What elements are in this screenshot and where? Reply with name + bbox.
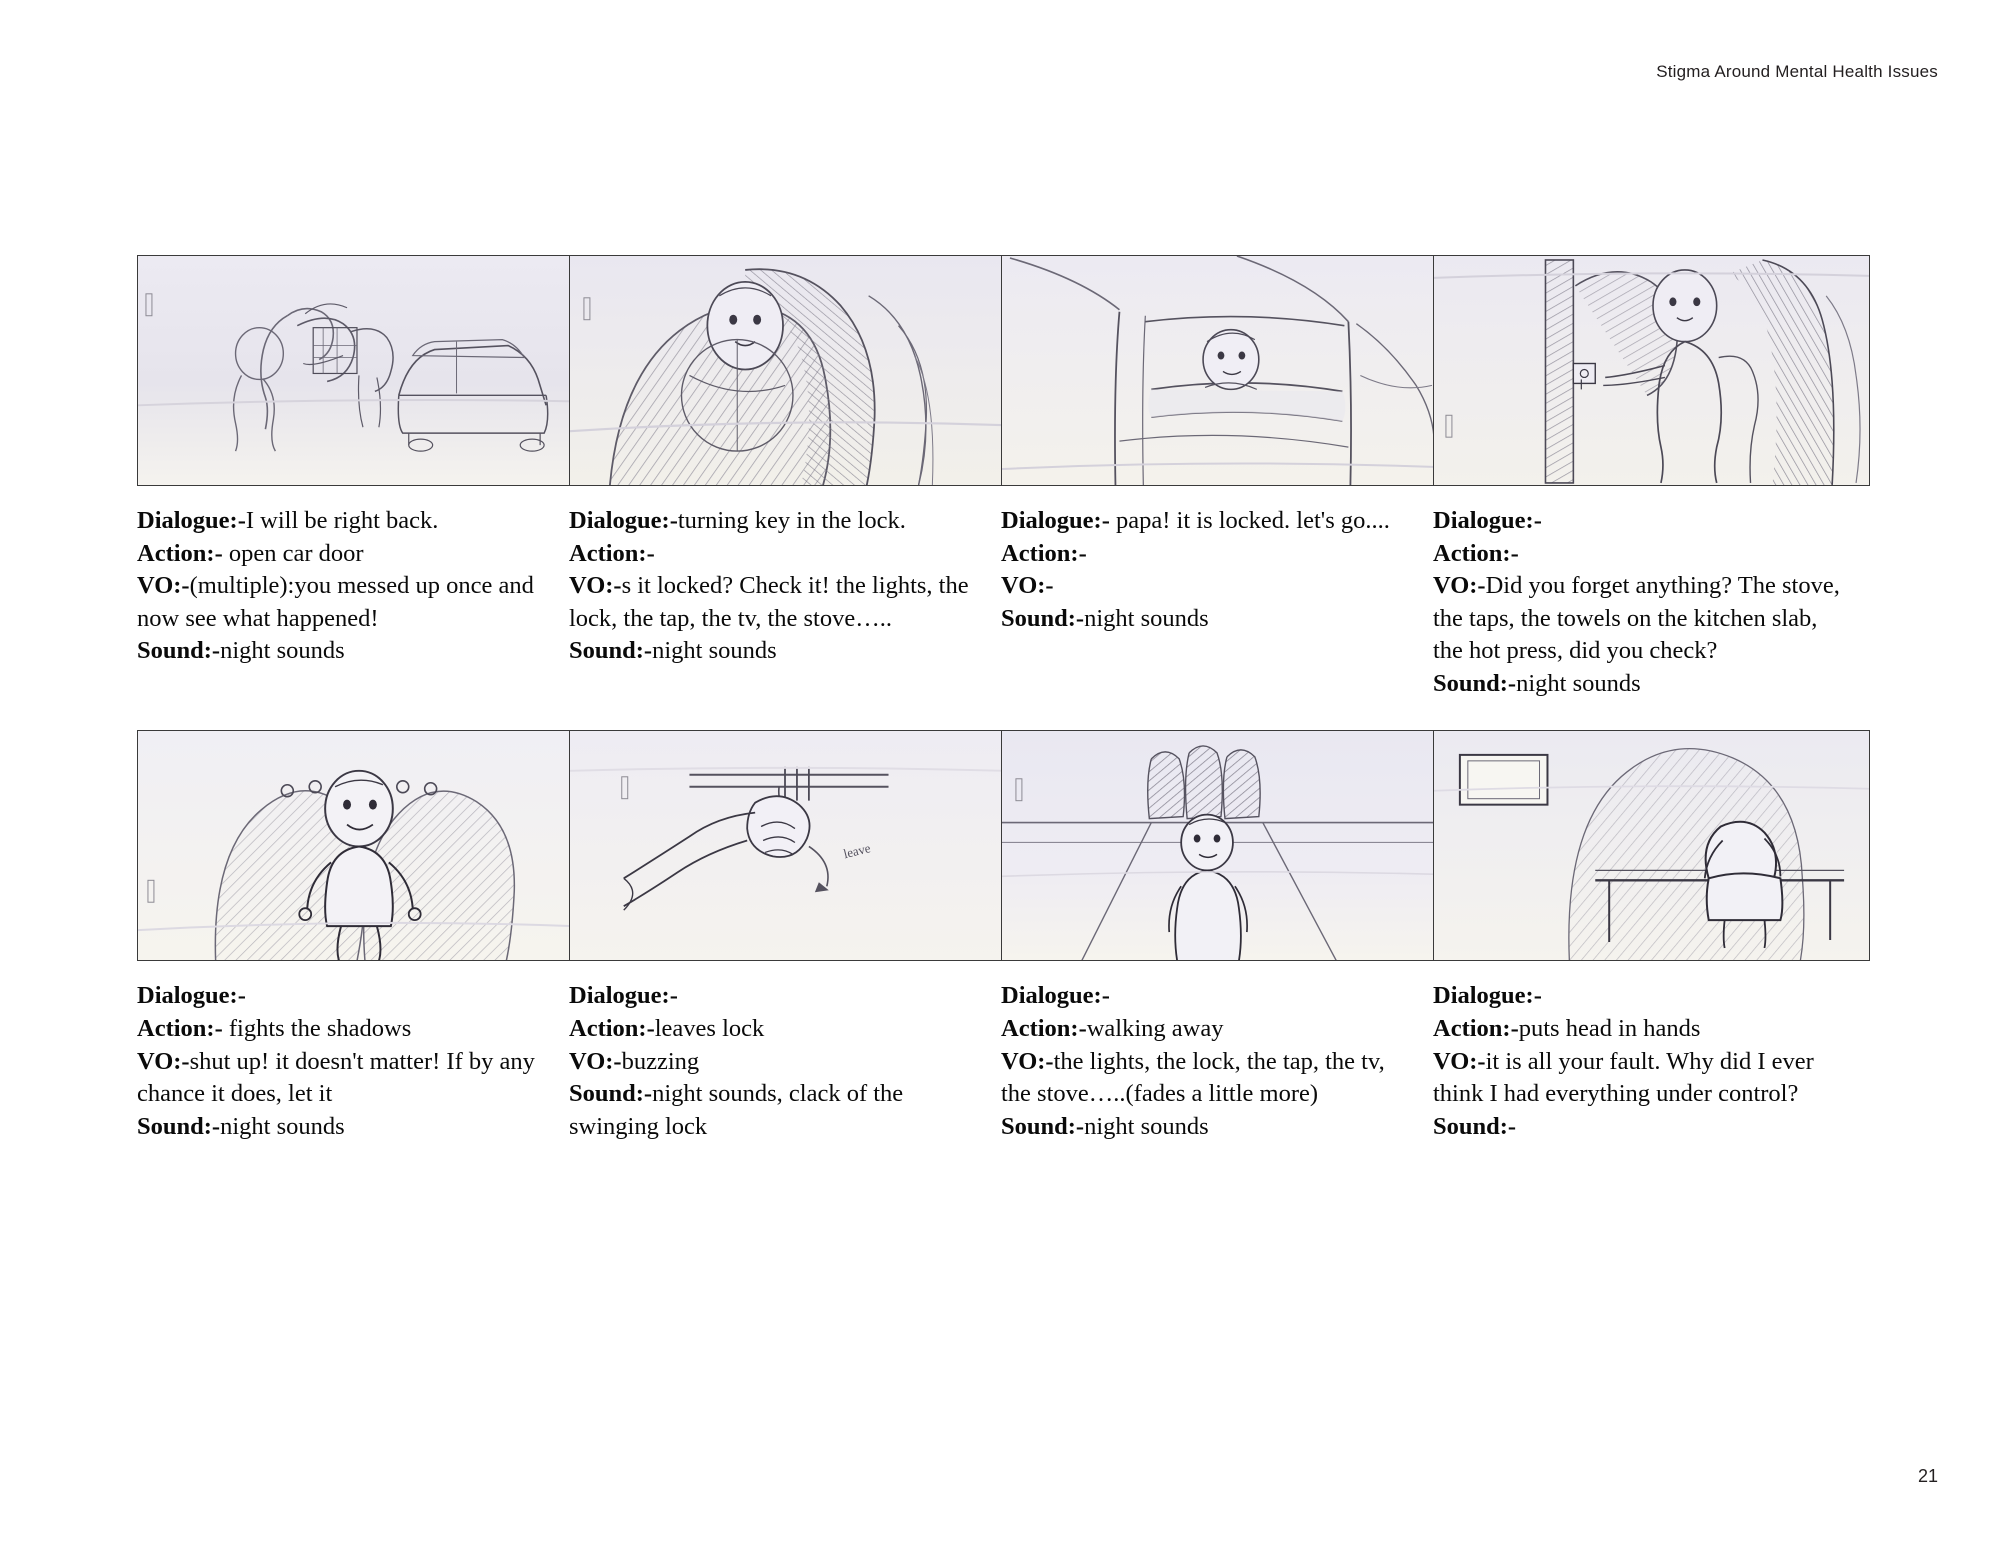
storyboard-frame-7	[1001, 730, 1438, 961]
sketch-head-in-hands	[1434, 731, 1869, 961]
panel-7-sound: night sounds	[1084, 1112, 1209, 1140]
panel-3-sound: night sounds	[1084, 604, 1209, 632]
page-number: 21	[1917, 1466, 1938, 1486]
label-action: Action:-	[569, 1015, 655, 1043]
panel-7-vo: the lights, the lock, the tap, the tv, the stove…..(fades a little more)	[1001, 1047, 1385, 1108]
panel-1-action: open car door	[222, 539, 364, 567]
label-vo: VO:-	[1433, 572, 1486, 600]
label-action: Action:-	[1433, 1015, 1519, 1043]
label-sound: Sound:-	[137, 637, 221, 665]
panel-5-action: fights the shadows	[222, 1015, 412, 1043]
panel-1-sound: night sounds	[220, 637, 345, 665]
panel-2-dialogue: turning key in the lock.	[677, 507, 906, 534]
storyboard-caption-8	[1433, 980, 1845, 1143]
label-action: Action:-	[569, 539, 655, 567]
label-vo: VO:-	[1001, 1047, 1054, 1075]
panel-4-sound: night sounds	[1516, 669, 1641, 697]
label-action: Action:-	[137, 1015, 223, 1043]
storyboard-caption-4	[1433, 505, 1845, 700]
label-action: Action:-	[1001, 539, 1087, 567]
storyboard-cell-7	[1001, 730, 1433, 1143]
sketch-key-in-lock	[570, 256, 1005, 486]
sketch-hand-leaving-lock	[570, 731, 1005, 961]
panel-6-action: leaves lock	[654, 1015, 765, 1043]
storyboard-cell-2	[569, 255, 1001, 700]
label-sound: Sound:-	[137, 1112, 221, 1140]
storyboard-frame-5	[137, 730, 574, 961]
label-dialogue: Dialogue:-	[1433, 982, 1542, 1010]
label-vo: VO:-	[569, 572, 622, 600]
label-sound: Sound:-	[569, 1080, 653, 1108]
storyboard-caption-6	[569, 980, 981, 1143]
label-vo: VO:-	[1433, 1047, 1486, 1075]
label-dialogue: Dialogue:-	[137, 507, 246, 534]
panel-2-sound: night sounds	[652, 637, 777, 665]
storyboard-caption-2	[569, 505, 981, 668]
storyboard-frame-8	[1433, 730, 1870, 961]
sketch-door-with-shadows	[1434, 256, 1869, 486]
storyboard-row-1	[137, 255, 1867, 700]
label-vo: VO:-	[1001, 572, 1054, 600]
label-sound: Sound:-	[1433, 669, 1517, 697]
panel-3-dialogue: papa! it is locked. let's go....	[1109, 507, 1390, 534]
label-action: Action:-	[137, 539, 223, 567]
sketch-child-in-car-window	[1002, 256, 1437, 486]
label-dialogue: Dialogue:-	[569, 507, 678, 534]
label-sound: Sound:-	[1433, 1112, 1517, 1140]
label-sound: Sound:-	[1001, 604, 1085, 632]
storyboard-cell-1	[137, 255, 569, 700]
storyboard-grid	[137, 255, 1867, 1143]
panel-7-action: walking away	[1086, 1015, 1224, 1043]
label-sound: Sound:-	[569, 637, 653, 665]
panel-4-vo: Did you forget anything? The stove, the taps, the towels on the kitchen slab, the hot press, did you check?	[1433, 572, 1840, 665]
storyboard-cell-6	[569, 730, 1001, 1143]
label-sound: Sound:-	[1001, 1112, 1085, 1140]
panel-6-sound: night sounds, clack of the swinging lock	[569, 1080, 904, 1140]
storyboard-cell-4	[1433, 255, 1865, 700]
sketch-fighting-shadows	[138, 731, 573, 961]
label-dialogue: Dialogue:-	[1001, 507, 1110, 534]
storyboard-caption-1	[137, 505, 549, 668]
storyboard-caption-3	[1001, 505, 1413, 635]
panel-5-sound: night sounds	[220, 1112, 345, 1140]
panel-8-action: puts head in hands	[1518, 1015, 1701, 1043]
storyboard-cell-8	[1433, 730, 1865, 1143]
storyboard-frame-2	[569, 255, 1006, 486]
label-action: Action:-	[1433, 539, 1519, 567]
storyboard-frame-6	[569, 730, 1006, 961]
label-dialogue: Dialogue:-	[569, 982, 678, 1010]
storyboard-cell-5	[137, 730, 569, 1143]
sketch-car-door	[138, 256, 573, 486]
storyboard-caption-7	[1001, 980, 1413, 1143]
label-vo: VO:-	[137, 572, 190, 600]
label-vo: VO:-	[137, 1047, 190, 1075]
label-dialogue: Dialogue:-	[1001, 982, 1110, 1010]
panel-1-dialogue: I will be right back.	[245, 507, 439, 534]
storyboard-frame-4	[1433, 255, 1870, 486]
storyboard-cell-3	[1001, 255, 1433, 700]
label-dialogue: Dialogue:-	[137, 982, 246, 1010]
panel-6-vo: buzzing	[621, 1047, 700, 1075]
panel-8-vo: it is all your fault. Why did I ever think I had everything under control?	[1433, 1047, 1814, 1108]
label-vo: VO:-	[569, 1047, 622, 1075]
storyboard-frame-1	[137, 255, 574, 486]
storyboard-caption-5	[137, 980, 549, 1143]
panel-2-vo: s it locked? Check it! the lights, the lock, the tap, the tv, the stove…..	[569, 572, 969, 632]
storyboard-frame-3	[1001, 255, 1438, 486]
panel-5-vo: shut up! it doesn't matter! If by any chance it does, let it	[137, 1047, 535, 1108]
panel-1-vo: (multiple):you messed up once and now see what happened!	[137, 572, 534, 632]
sketch-walking-away	[1002, 731, 1437, 961]
annotation-leave: leave	[841, 840, 872, 862]
label-action: Action:-	[1001, 1015, 1087, 1043]
label-dialogue: Dialogue:-	[1433, 507, 1542, 534]
page-header: Stigma Around Mental Health Issues	[1656, 62, 1938, 81]
storyboard-row-2	[137, 730, 1867, 1143]
